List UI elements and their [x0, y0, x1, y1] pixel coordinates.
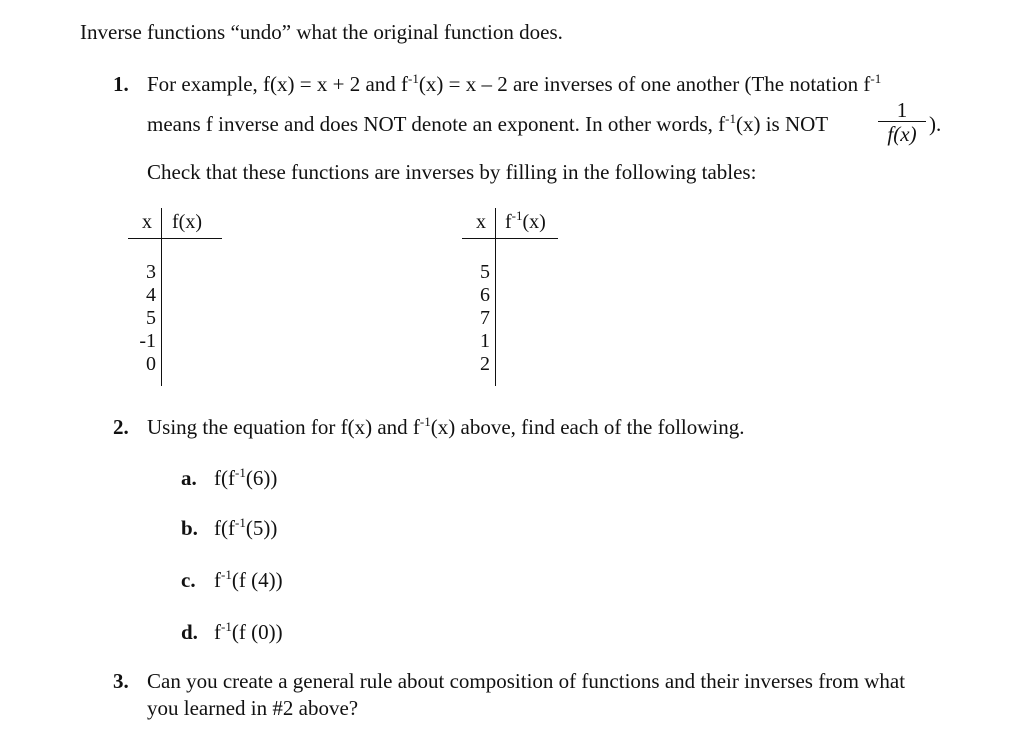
fraction-one-over-fx: [877, 99, 927, 146]
table-f-inverse-x-value: 7: [480, 307, 490, 329]
table-f-header-x: x: [142, 211, 152, 233]
part-c-label: c.: [181, 568, 196, 592]
part-b-expression: $f(f^{-1}(5))$: [214, 515, 278, 540]
part-b-label: b.: [181, 516, 198, 540]
question-2-text: Using the equation for f(x) and $f^{-1}(x)$ above, find each of the following.: [147, 414, 745, 439]
fraction-denominator: f(x): [887, 122, 917, 146]
table-f-divider: [161, 208, 162, 386]
table-f-inverse-header-fx: $f^{-1}(x)$: [505, 208, 546, 233]
table-f-x-value: 4: [146, 284, 156, 306]
question-1-line-2-end: ).: [929, 112, 942, 136]
table-f-header-fx: f(x): [172, 211, 202, 233]
table-f-inverse-x-value: 5: [480, 261, 490, 283]
intro-text: Inverse functions “undo” what the original function does.: [80, 20, 563, 44]
table-f-x-value: 0: [146, 353, 156, 375]
question-1-line-2: means f inverse and does NOT denote an exponent. In other words, $f^{-1}(x)$ is NOT: [147, 111, 829, 136]
question-2-number: 2.: [113, 415, 129, 439]
table-f-x-value: 3: [146, 261, 156, 283]
table-f-inverse-x-value: 2: [480, 353, 490, 375]
part-d-label: d.: [181, 620, 198, 644]
table-f-x-value: 5: [146, 307, 156, 329]
question-1-check-text: Check that these functions are inverses by filling in the following tables:: [147, 160, 757, 184]
part-c-expression: $f^{-1}(f$ (4)): [214, 567, 283, 592]
table-f-inverse-header-x: x: [476, 211, 486, 233]
question-3-number: 3.: [113, 669, 129, 693]
question-3-line-2: you learned in #2 above?: [147, 696, 359, 720]
part-d-expression: $f^{-1}(f$ (0)): [214, 619, 283, 644]
question-1-number: 1.: [113, 72, 129, 96]
part-a-expression: $f(f^{-1}(6))$: [214, 465, 278, 490]
table-f-inverse-header-rule: [462, 238, 558, 239]
table-f-inverse-divider: [495, 208, 496, 386]
table-f-x-value: -1: [139, 330, 156, 352]
table-f-header-rule: [128, 238, 222, 239]
question-1-line-1: For example, f(x) = x + 2 and $f^{-1}(x) = x - 2$ are inverses of one another (The notation $f^{-1}$: [147, 71, 882, 96]
part-a-label: a.: [181, 466, 197, 490]
table-f-inverse-x-value: 6: [480, 284, 490, 306]
table-f-inverse-x-value: 1: [480, 330, 490, 352]
fraction-numerator: 1: [896, 98, 908, 122]
question-3-line-1: Can you create a general rule about composition of functions and their inverses from what: [147, 669, 906, 693]
